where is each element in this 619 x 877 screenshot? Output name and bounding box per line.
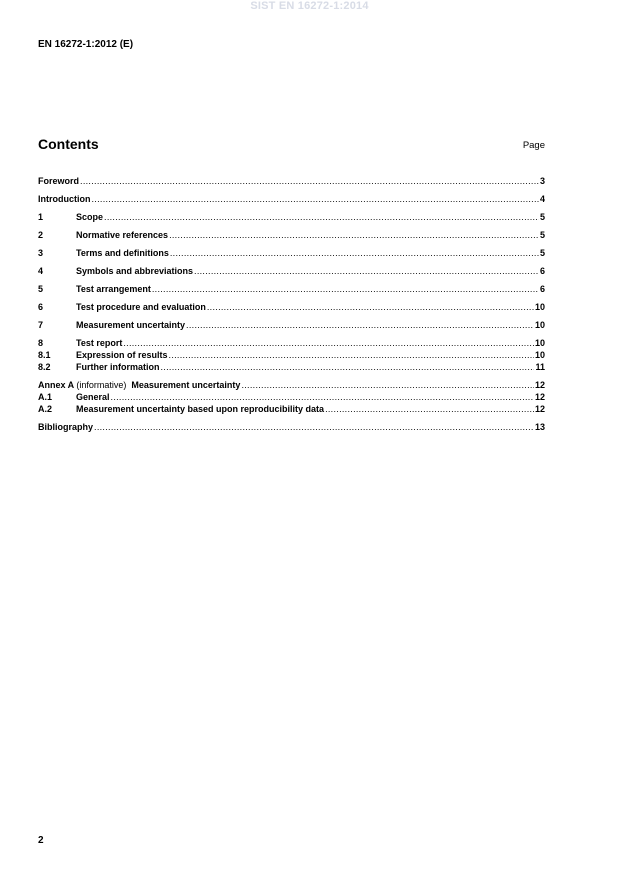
toc-entry-bibliography[interactable] [38,421,545,433]
toc-entry-test-arrangement[interactable] [38,283,545,295]
toc-number: 8.2 [38,362,51,372]
toc-entry-annex-a-reproducibility[interactable] [38,403,545,415]
toc-number: 1 [38,212,44,222]
toc-page: 5 [539,248,545,258]
dot-leader [207,301,534,313]
toc-title: Introduction [38,194,91,204]
toc-page: 12 [534,404,545,414]
toc-page: 5 [539,230,545,240]
toc-entry-terms-and-definitions[interactable] [38,247,545,259]
dot-leader [111,391,534,403]
toc-number: 6 [38,302,44,312]
toc-entry-normative-references[interactable] [38,229,545,241]
toc-page: 3 [539,176,545,186]
dot-leader [104,211,539,223]
toc-page: 10 [534,320,545,330]
toc-entry-test-report[interactable] [38,337,545,349]
toc-number: A.1 [38,392,53,402]
toc-title: Test procedure and evaluation [76,302,206,312]
toc-number: 3 [38,248,44,258]
toc-title: Symbols and abbreviations [76,266,194,276]
toc-page: 10 [534,302,545,312]
toc-page: 13 [534,422,545,432]
dot-leader [186,319,534,331]
dot-leader [170,247,539,259]
toc-page: 5 [539,212,545,222]
dot-leader [161,361,535,373]
toc-page: 6 [539,284,545,294]
dot-leader [94,421,534,433]
annex-title: Measurement uncertainty [131,380,241,390]
toc-title: Foreword [38,176,80,186]
dot-leader [152,283,539,295]
toc-title: Scope [76,212,104,222]
toc-title: Terms and definitions [76,248,169,258]
toc-entry-annex-a-general[interactable] [38,391,545,403]
toc-entry-annex-a[interactable] [38,379,545,391]
dot-leader [123,337,534,349]
toc-entry-symbols-and-abbreviations[interactable] [38,265,545,277]
dot-leader [194,265,539,277]
toc-page: 11 [535,362,545,372]
dot-leader [169,349,534,361]
toc-number: 7 [38,320,44,330]
toc-number: 5 [38,284,44,294]
watermark: SIST EN 16272-1:2014 [250,0,369,12]
dot-leader [80,175,539,187]
table-of-contents [38,175,545,433]
toc-entry-expression-of-results[interactable] [38,349,545,361]
toc-title: Measurement uncertainty [76,320,186,330]
dot-leader [241,379,534,391]
toc-number: 2 [38,230,44,240]
toc-entry-further-information[interactable] [38,361,545,373]
toc-title: Measurement uncertainty based upon reproducibility data [76,404,325,414]
toc-entry-test-procedure[interactable] [38,301,545,313]
toc-number: A.2 [38,404,53,414]
contents-heading: Contents [38,136,99,152]
toc-page: 4 [539,194,545,204]
toc-number: 4 [38,266,44,276]
toc-page: 12 [534,380,545,390]
toc-title: Bibliography [38,422,94,432]
toc-page: 12 [534,392,545,402]
toc-entry-scope[interactable] [38,211,545,223]
toc-number: 8 [38,338,44,348]
annex-prefix: Annex A [38,380,74,390]
toc-number: 8.1 [38,350,51,360]
page-column-label: Page [522,140,545,151]
dot-leader [325,403,534,415]
toc-page: 10 [534,338,545,348]
toc-entry-foreword[interactable] [38,175,545,187]
toc-title: Expression of results [76,350,168,360]
toc-title: Normative references [76,230,169,240]
page-number: 2 [38,835,44,846]
document-id: EN 16272-1:2012 (E) [38,39,134,50]
toc-title: General [76,392,110,402]
toc-page: 6 [539,266,545,276]
toc-title [38,379,240,391]
toc-page: 10 [534,350,545,360]
toc-entry-measurement-uncertainty[interactable] [38,319,545,331]
dot-leader [169,229,539,241]
toc-title: Test report [76,338,123,348]
dot-leader [92,193,539,205]
toc-title: Further information [76,362,160,372]
annex-qualifier: (informative) [76,380,127,390]
toc-title: Test arrangement [76,284,151,294]
toc-entry-introduction[interactable] [38,193,545,205]
